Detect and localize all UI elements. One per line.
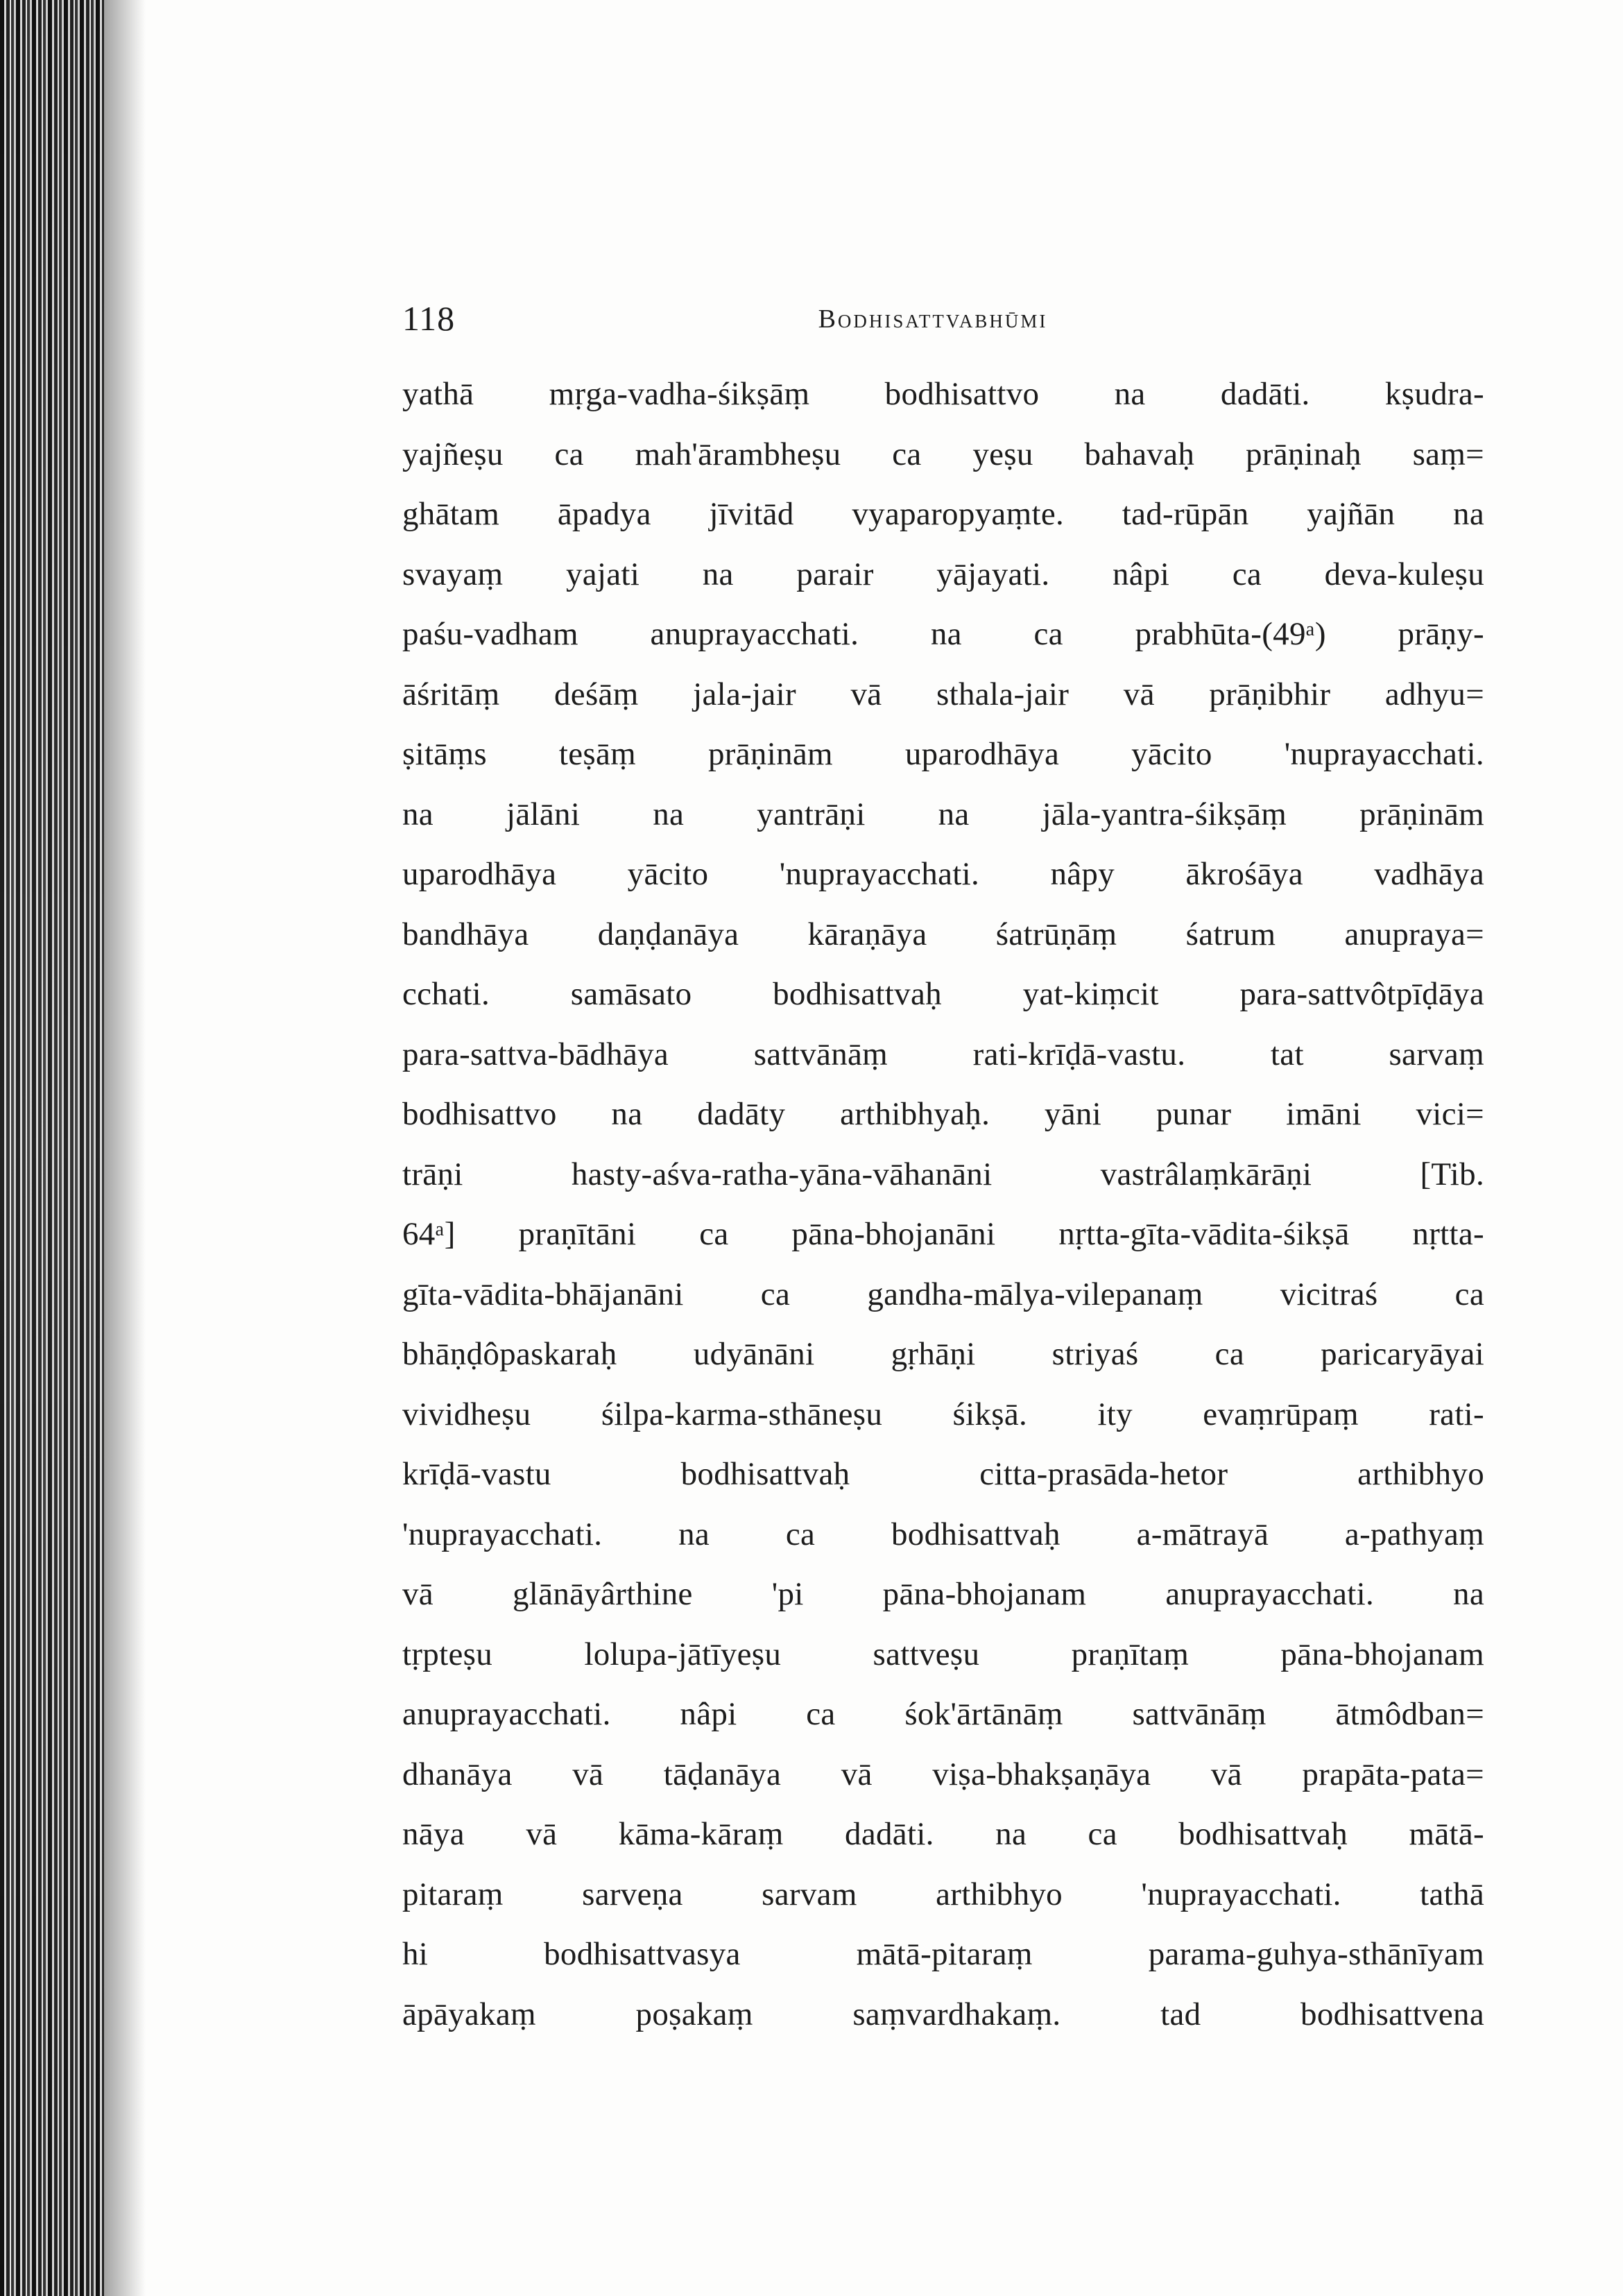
text-line: ghātam āpadya jīvitād vyaparopyaṃte. tad-rūpān yajñān na — [402, 496, 1484, 532]
text-line: para-sattva-bādhāya sattvānāṃ rati-krīḍā-vastu. tat sarvaṃ — [402, 1036, 1484, 1072]
text-line: uparodhāya yācito 'nuprayacchati. nâpy ākrośāya vadhāya — [402, 856, 1484, 892]
text-line: āpāyakaṃ poṣakaṃ saṃvardhakaṃ. tad bodhisattvena — [402, 1996, 1484, 2032]
text-line: 64ᵃ] praṇītāni ca pāna-bhojanāni nṛtta-gīta-vādita-śikṣā nṛtta- — [402, 1216, 1484, 1252]
page-header — [402, 298, 1540, 354]
text-line: yajñeṣu ca mah'ārambheṣu ca yeṣu bahavaḥ prāṇinaḥ saṃ= — [402, 436, 1484, 472]
text-line: na jālāni na yantrāṇi na jāla-yantra-śikṣāṃ prāṇinām — [402, 796, 1484, 832]
text-line: nāya vā kāma-kāraṃ dadāti. na ca bodhisattvaḥ mātā- — [402, 1816, 1484, 1852]
text-line: 'nuprayacchati. na ca bodhisattvaḥ a-mātrayā a-pathyaṃ — [402, 1516, 1484, 1552]
text-line: hi bodhisattvasya mātā-pitaraṃ parama-guhya-sthānīyam — [402, 1936, 1484, 1972]
text-line: tṛpteṣu lolupa-jātīyeṣu sattveṣu praṇītaṃ pāna-bhojanam — [402, 1636, 1484, 1672]
body-text — [402, 364, 1484, 2044]
text-line: cchati. samāsato bodhisattvaḥ yat-kiṃcit para-sattvôtpīḍāya — [402, 976, 1484, 1012]
text-line: bodhisattvo na dadāty arthibhyaḥ. yāni punar imāni vici= — [402, 1096, 1484, 1132]
text-line: bhāṇḍôpaskaraḥ udyānāni gṛhāṇi striyaś ca paricaryāyai — [402, 1336, 1484, 1372]
running-title: Bodhisattvabhūmi — [818, 305, 1048, 334]
text-line: yathā mṛga-vadha-śikṣāṃ bodhisattvo na dadāti. kṣudra- — [402, 376, 1484, 412]
text-line: vā glānāyârthine 'pi pāna-bhojanam anuprayacchati. na — [402, 1576, 1484, 1612]
text-line: vividheṣu śilpa-karma-sthāneṣu śikṣā. ity evaṃrūpaṃ rati- — [402, 1396, 1484, 1432]
text-line: trāṇi hasty-aśva-ratha-yāna-vāhanāni vastrâlaṃkārāṇi [Tib. — [402, 1156, 1484, 1192]
text-line: krīḍā-vastu bodhisattvaḥ citta-prasāda-hetor arthibhyo — [402, 1456, 1484, 1492]
page-number: 118 — [402, 299, 456, 338]
text-line: paśu-vadham anuprayacchati. na ca prabhūta-(49ᵃ) prāṇy- — [402, 616, 1484, 652]
text-line: ṣitāṃs teṣāṃ prāṇinām uparodhāya yācito 'nuprayacchati. — [402, 736, 1484, 772]
text-line: dhanāya vā tāḍanāya vā viṣa-bhakṣaṇāya vā prapāta-pata= — [402, 1756, 1484, 1792]
text-line: svayaṃ yajati na parair yājayati. nâpi ca deva-kuleṣu — [402, 556, 1484, 592]
text-line: bandhāya daṇḍanāya kāraṇāya śatrūṇāṃ śatrum anupraya= — [402, 916, 1484, 952]
text-line: gīta-vādita-bhājanāni ca gandha-mālya-vilepanaṃ vicitraś ca — [402, 1276, 1484, 1312]
binding-edge-fade — [104, 0, 146, 2296]
text-line: āśritāṃ deśāṃ jala-jair vā sthala-jair vā prāṇibhir adhyu= — [402, 676, 1484, 712]
binding-edge-highlight — [0, 0, 104, 2296]
text-line: pitaraṃ sarveṇa sarvam arthibhyo 'nuprayacchati. tathā — [402, 1876, 1484, 1912]
text-line: anuprayacchati. nâpi ca śok'ārtānāṃ sattvānāṃ ātmôdban= — [402, 1696, 1484, 1732]
